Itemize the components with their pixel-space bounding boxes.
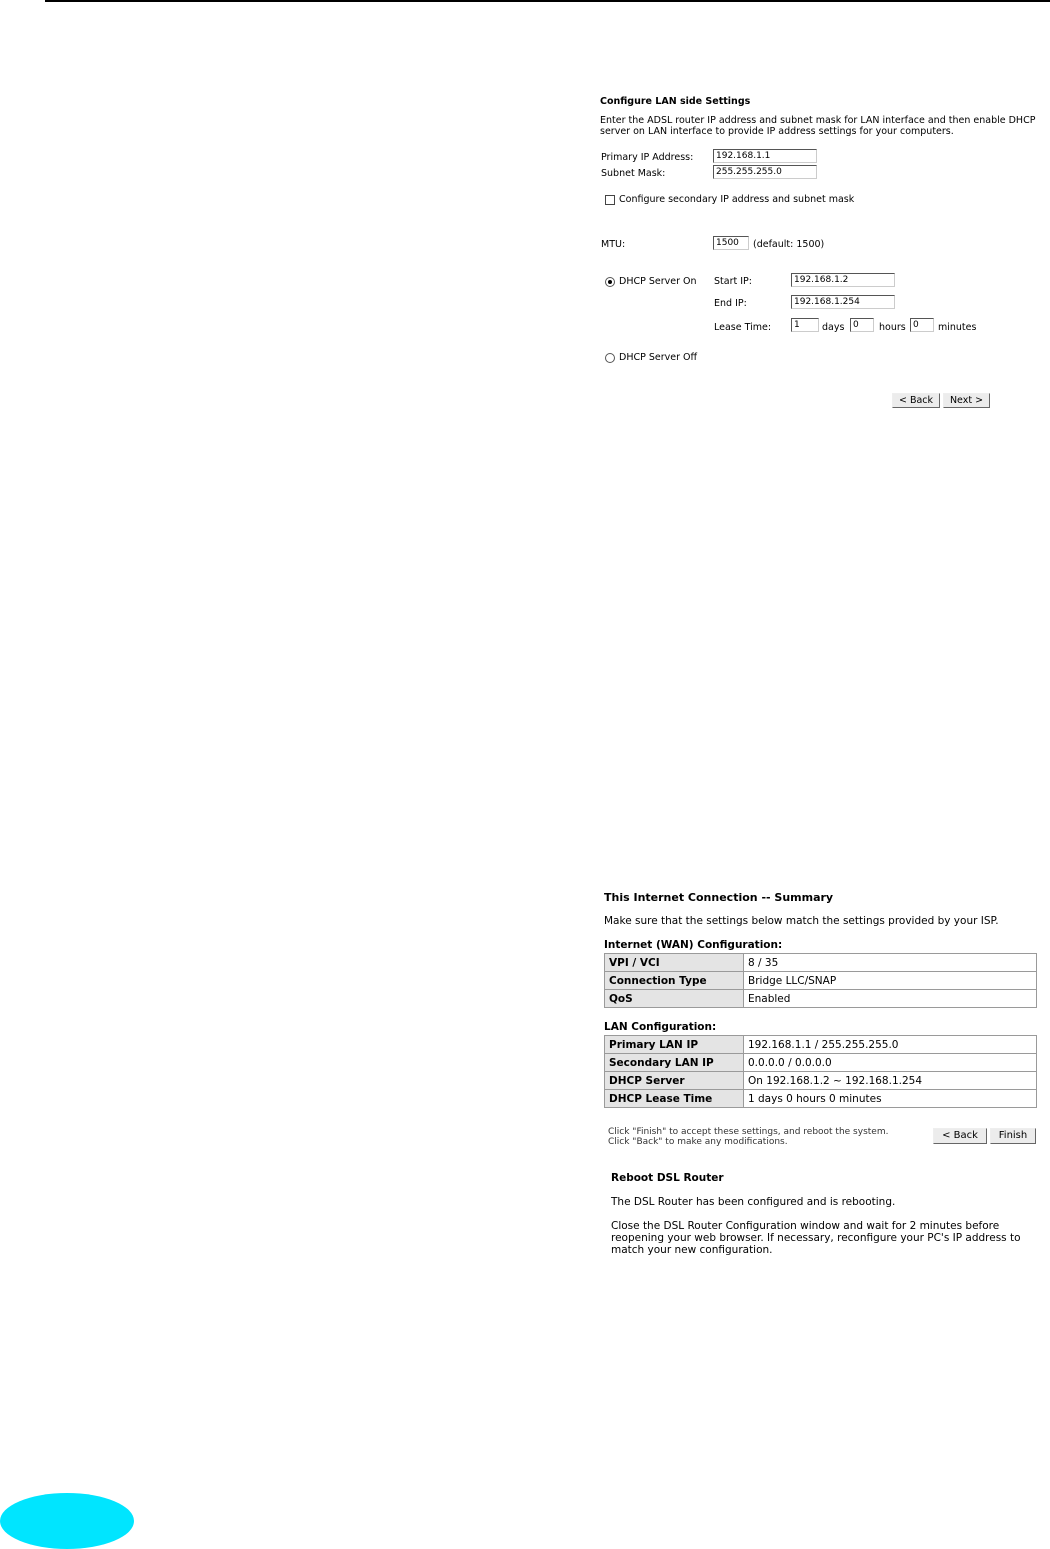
summary-description: Make sure that the settings below match the settings provided by your ISP. [604, 915, 999, 927]
lan-settings-title: Configure LAN side Settings [600, 96, 751, 107]
table-row [605, 990, 1037, 1008]
lan-config-table [604, 1035, 1037, 1108]
wan-config-heading: Internet (WAN) Configuration: [604, 939, 783, 951]
reboot-status-message: The DSL Router has been configured and is rebooting. [611, 1196, 896, 1208]
lan-value-cell: 1 days 0 hours 0 minutes [744, 1090, 1037, 1108]
table-row [605, 972, 1037, 990]
table-row [605, 1054, 1037, 1072]
wan-key-cell: QoS [605, 990, 744, 1008]
summary-back-button[interactable]: < Back [933, 1128, 987, 1144]
table-row [605, 954, 1037, 972]
finish-note-line: Click "Finish" to accept these settings, and reboot the system. [608, 1127, 889, 1137]
lan-key-cell: Secondary LAN IP [605, 1054, 744, 1072]
mtu-default-hint: (default: 1500) [753, 239, 825, 250]
dhcp-server-off-radio[interactable] [605, 353, 615, 363]
lan-key-cell: DHCP Server [605, 1072, 744, 1090]
table-row [605, 1072, 1037, 1090]
finish-instructions [608, 1127, 888, 1147]
dhcp-server-on-radio[interactable] [605, 277, 615, 287]
wan-key-cell: VPI / VCI [605, 954, 744, 972]
dhcp-server-on-label: DHCP Server On [619, 276, 697, 287]
dhcp-server-off-label: DHCP Server Off [619, 352, 698, 363]
minutes-label: minutes [938, 322, 977, 333]
secondary-ip-checkbox[interactable] [605, 195, 615, 205]
table-row [605, 1036, 1037, 1054]
secondary-ip-checkbox-label: Configure secondary IP address and subnet mask [619, 194, 855, 205]
wan-config-table [604, 953, 1037, 1008]
page-number-badge [0, 1493, 134, 1549]
wan-key-cell: Connection Type [605, 972, 744, 990]
wan-value-cell: 8 / 35 [744, 954, 1037, 972]
end-ip-label: End IP: [714, 298, 747, 309]
reboot-instructions: Close the DSL Router Configuration window and wait for 2 minutes before reopening your web browser. If necessary, reconfigure your PC's IP address to match your new configuration. [611, 1220, 1021, 1256]
wan-value-cell: Enabled [744, 990, 1037, 1008]
primary-ip-label: Primary IP Address: [601, 152, 694, 163]
lease-minutes-input[interactable]: 0 [910, 318, 934, 332]
back-note-line: Click "Back" to make any modifications. [608, 1137, 788, 1147]
lan-settings-description: Enter the ADSL router IP address and subnet mask for LAN interface and then enable DHCP server on LAN interface to provide IP address settings for your computers. [600, 115, 1036, 137]
lan-value-cell: 0.0.0.0 / 0.0.0.0 [744, 1054, 1037, 1072]
table-row [605, 1090, 1037, 1108]
mtu-label: MTU: [601, 239, 626, 250]
lan-config-heading: LAN Configuration: [604, 1021, 717, 1033]
lan-next-button[interactable]: Next > [943, 393, 990, 408]
wan-value-cell: Bridge LLC/SNAP [744, 972, 1037, 990]
subnet-mask-label: Subnet Mask: [601, 168, 666, 179]
lan-value-cell: On 192.168.1.2 ~ 192.168.1.254 [744, 1072, 1037, 1090]
hours-label: hours [879, 322, 906, 333]
subnet-mask-input[interactable]: 255.255.255.0 [713, 165, 817, 179]
lan-value-cell: 192.168.1.1 / 255.255.255.0 [744, 1036, 1037, 1054]
lease-hours-input[interactable]: 0 [850, 318, 874, 332]
reboot-title: Reboot DSL Router [611, 1172, 724, 1184]
lan-key-cell: Primary LAN IP [605, 1036, 744, 1054]
lan-back-button[interactable]: < Back [892, 393, 940, 408]
primary-ip-input[interactable]: 192.168.1.1 [713, 149, 817, 163]
days-label: days [822, 322, 845, 333]
summary-title: This Internet Connection -- Summary [604, 891, 834, 904]
mtu-input[interactable]: 1500 [713, 236, 749, 250]
top-rule [45, 0, 1050, 2]
lease-time-label: Lease Time: [714, 322, 772, 333]
start-ip-input[interactable]: 192.168.1.2 [791, 273, 895, 287]
start-ip-label: Start IP: [714, 276, 752, 287]
end-ip-input[interactable]: 192.168.1.254 [791, 295, 895, 309]
lease-days-input[interactable]: 1 [791, 318, 819, 332]
lan-key-cell: DHCP Lease Time [605, 1090, 744, 1108]
finish-button[interactable]: Finish [990, 1128, 1036, 1144]
